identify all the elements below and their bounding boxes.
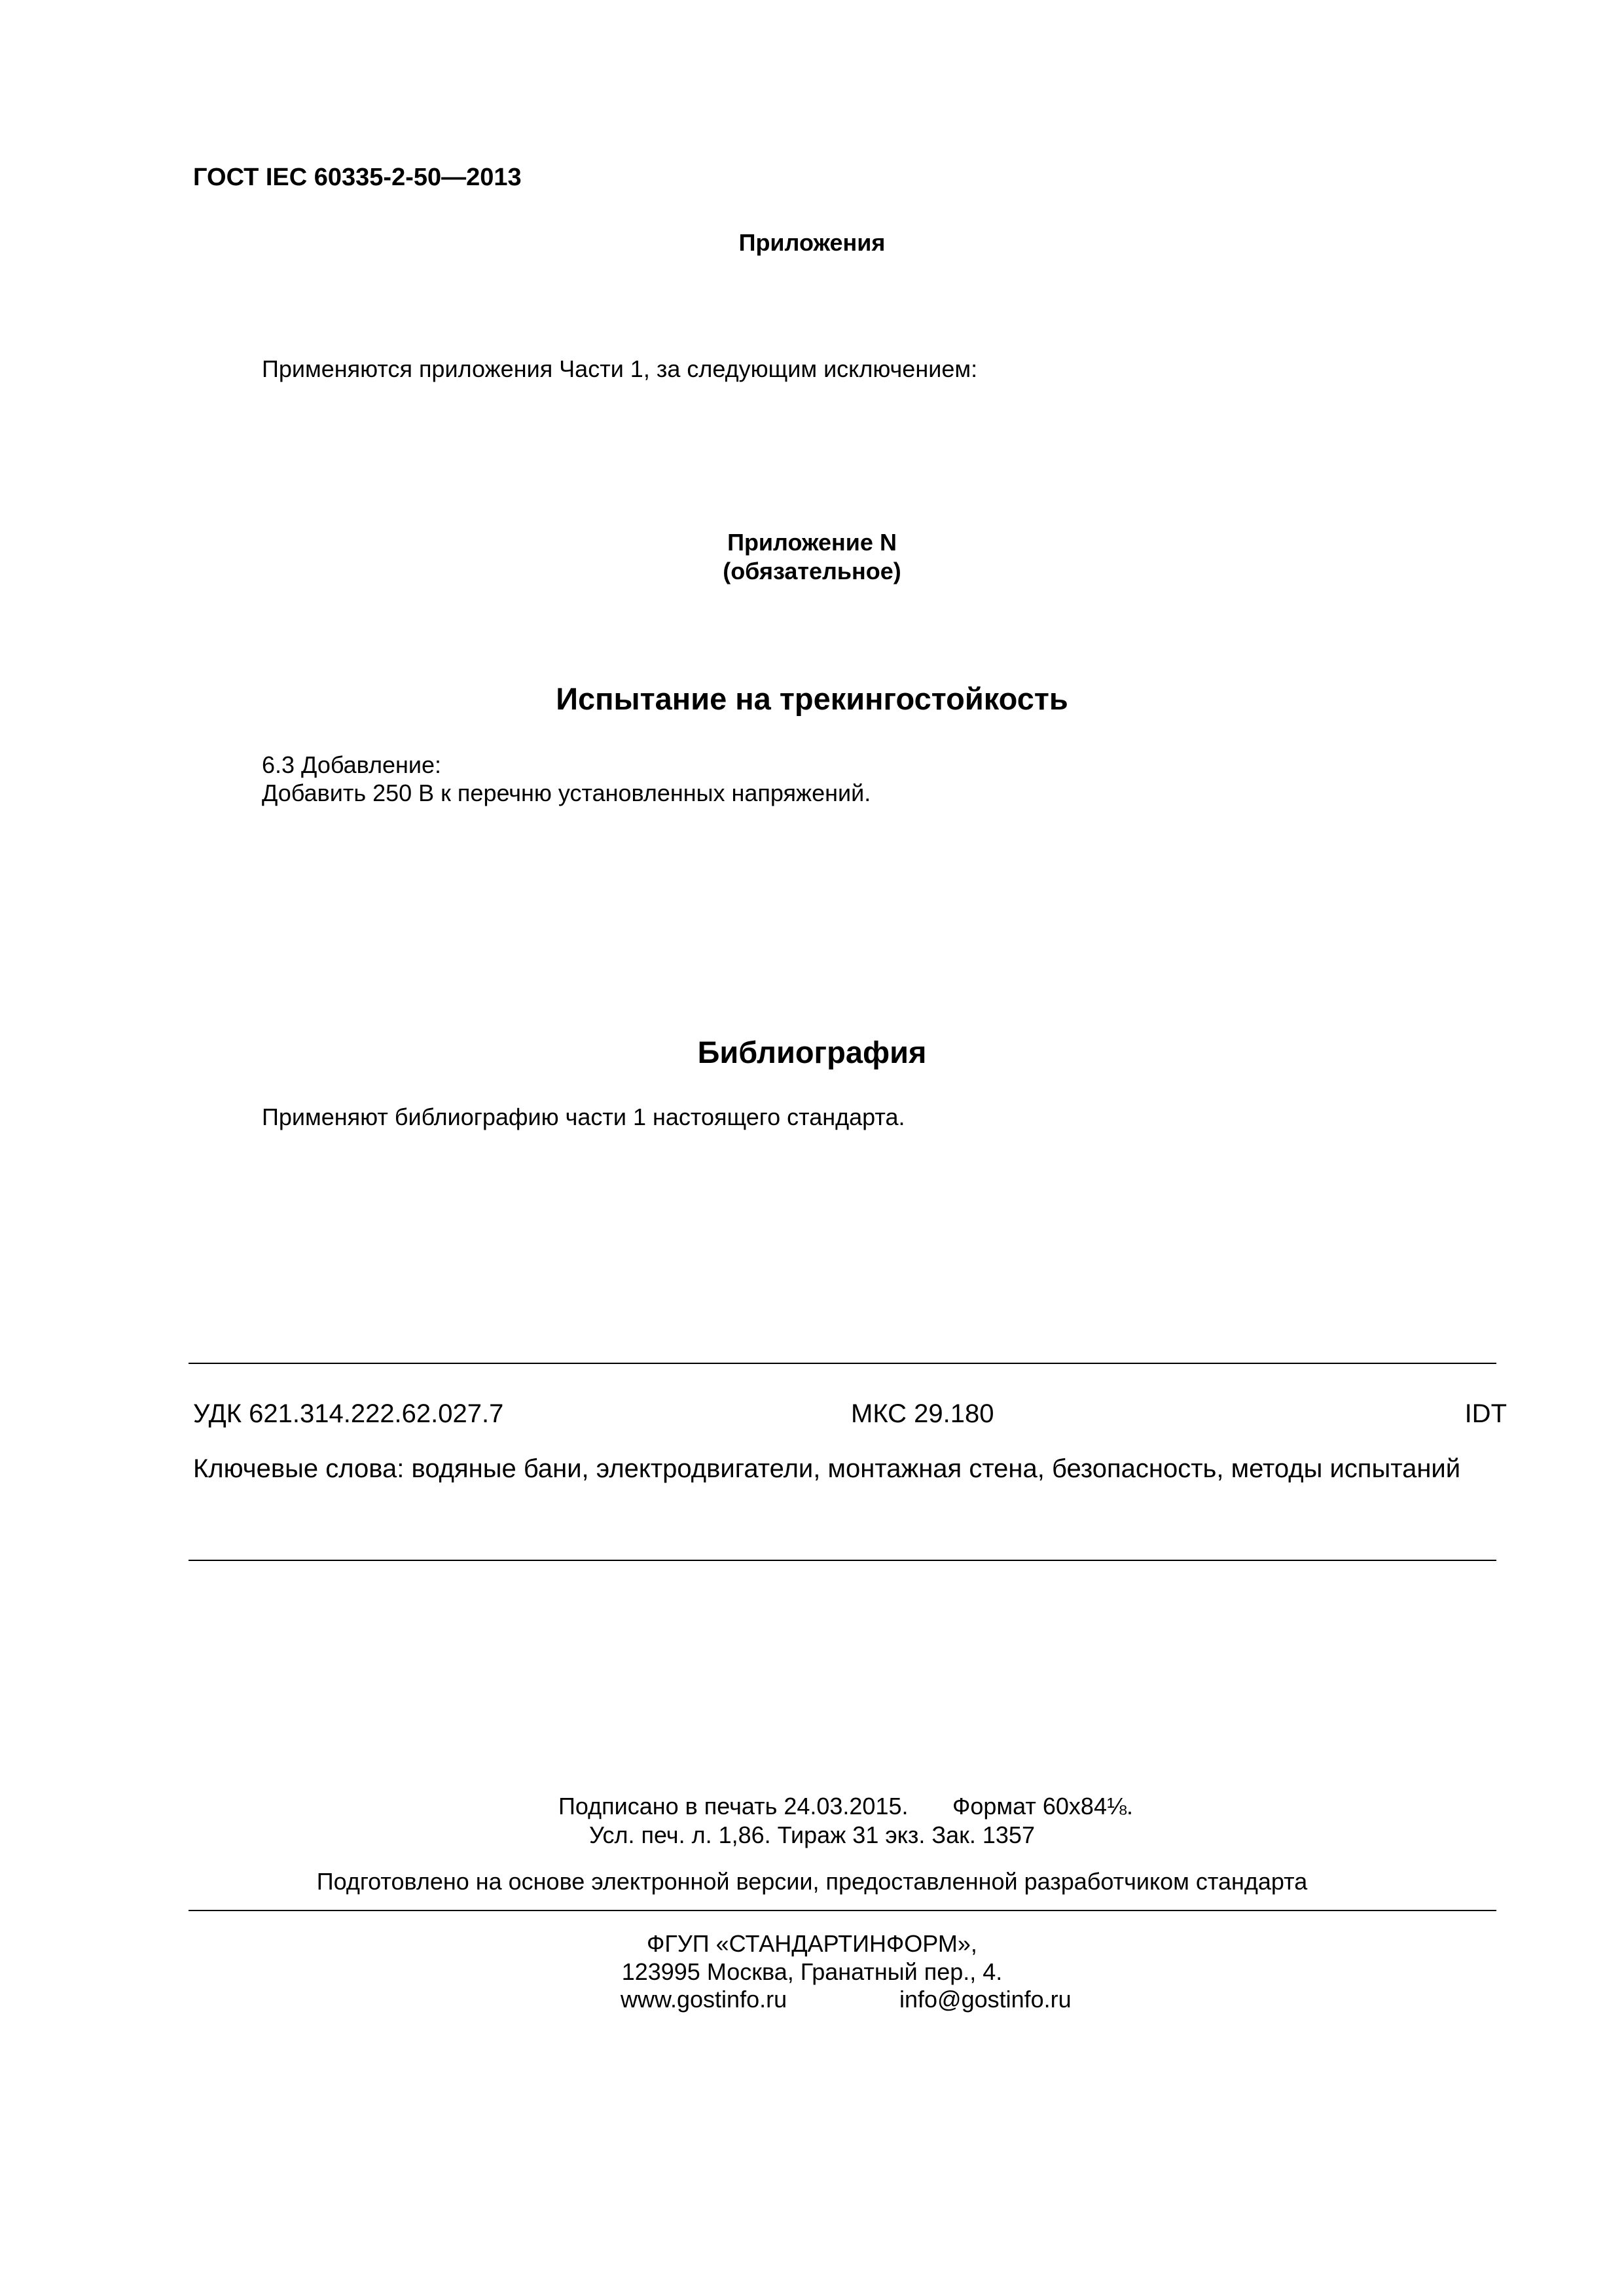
divider-bottom — [189, 1910, 1496, 1911]
divider-top — [189, 1363, 1496, 1364]
keywords: Ключевые слова: водяные бани, электродвигатели, монтажная стена, безопасность, методы испытаний — [193, 1454, 1461, 1483]
annex-n-title: Приложение N — [727, 529, 897, 556]
annex-n-status: (обязательное) — [723, 558, 901, 584]
print-format: Формат 60x84⅛. — [952, 1793, 1133, 1820]
udk-code: УДК 621.314.222.62.027.7 — [193, 1399, 504, 1428]
annexes-title: Приложения — [738, 229, 886, 256]
idt-code: IDT — [1464, 1399, 1507, 1428]
signed-date: Подписано в печать 24.03.2015. — [558, 1793, 909, 1820]
divider-middle — [189, 1560, 1496, 1561]
prepared-note: Подготовлено на основе электронной версии, предоставленной разработчиком стандарта — [316, 1868, 1308, 1895]
email-link[interactable]: info@gostinfo.ru — [899, 1986, 1072, 2013]
print-info: Усл. печ. л. 1,86. Тираж 31 экз. Зак. 1357 — [589, 1821, 1035, 1848]
annexes-intro: Применяются приложения Части 1, за следующим исключением: — [262, 355, 978, 382]
publisher-name: ФГУП «СТАНДАРТИНФОРМ», — [647, 1930, 977, 1957]
annex-n-line1: 6.3 Добавление: — [262, 751, 442, 778]
bibliography-text: Применяют библиографию части 1 настоящего стандарта. — [262, 1103, 905, 1130]
document-id: ГОСТ IEC 60335-2-50—2013 — [193, 164, 522, 191]
annex-n-heading: Испытание на трекингостойкость — [556, 681, 1068, 716]
publisher-address: 123995 Москва, Гранатный пер., 4. — [621, 1958, 1003, 1985]
website-link[interactable]: www.gostinfo.ru — [621, 1986, 787, 2013]
bibliography-heading: Библиография — [697, 1035, 927, 1069]
mks-code: МКС 29.180 — [851, 1399, 994, 1428]
annex-n-line2: Добавить 250 В к перечню установленных напряжений. — [262, 780, 871, 806]
